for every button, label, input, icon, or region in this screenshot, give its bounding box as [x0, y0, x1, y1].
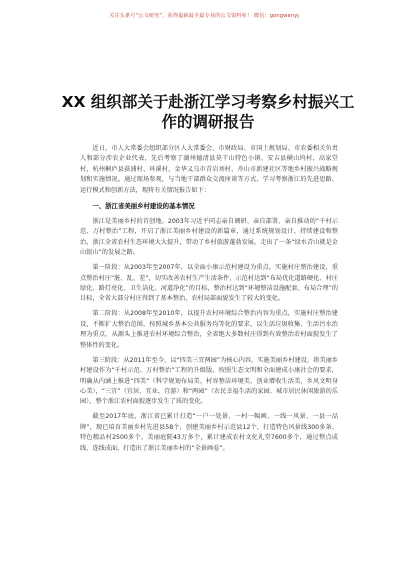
paragraph-stage-1: 第一阶段：从2003年至2007年，以全面小康示范村建设为重点，实施村庄整治建设，重点整治村庄“脏、乱、差”，切实改善农村生产生活条件，示范村达到“布局优化道路硬化、村庄绿化、路灯亮化、卫生洁化、河道净化”的目标，整治村达到“环境整洁设施配套、布局合理”的目标，全省大部分村庄得到了基本整治，农村局部面貌发生了较大的变化。	[80, 264, 338, 303]
paragraph-summary: 截至2017年底，浙江省已累计打造“一户一处景、一村一幅画、一线一风景、一县一品牌”，现已培育美丽乡村先进县58个，创建美丽乡村示范县12个，打造特色风景线300多条、特色精品村2500多个、美丽庭院43万多个，累计建成农村文化礼堂7600多个，通过整点成线、连线成面，打造出了浙江美丽乡村的“全景画卷”。	[80, 413, 338, 452]
paragraph-stage-2: 第二阶段：从2008年至2010年，以提升农村环境综合整治内容为重点，实施村庄整治建设，不断扩大整治范围，按照城乡基本公共服务均等化的要求，以生活垃圾收集、生活污水治理为重点，从源头上推进农村环境综合整治，全省绝大多数村庄得到有效整治农村面貌发生了整体性的变化。	[80, 310, 338, 349]
paragraph-stage-3: 第三阶段：从2011年至今，以“四美三宜两园”为核心内容，实施美丽乡村建设，将美丽乡村建设作为“千村示范、万村整治”工程的升级版，按照生态文明和全面建成小康社会的要求，明确从内涵上推进“四美”（科学规划布局美、村容整洁环境美、创业增收生活美、乡风文明身心美），“三宜”（宜居、宜业、宜游）和“两园”（农民幸福生活的家园、城市居民休闲旅游的乐园），整个浙江农村面貌逐步发生了质的变化。	[80, 356, 338, 406]
top-note: 关注头条号“公文研究”，获得最新最全最专业的公文资料库！ 微信：gongwenyj	[109, 13, 299, 19]
title-line-1: XX 组织部关于赴浙江学习考察乡村振兴工	[61, 93, 355, 111]
paragraph-origin: 浙江是美丽乡村的首创地。2003年习近平同志亲自调研、亲自部署、亲自推动的“千村示范、万村整治”工程，开启了浙江美丽乡村建设的新篇章，通过系统规划设计、持续建设和整治，浙江全省农村生态环境大大提升，带动了乡村旅游蓬勃发展，走出了一条“绿水青山就是金山银山”的发展之路。	[80, 218, 338, 257]
section-heading: 一、浙江省美丽乡村建设的基本情况	[92, 201, 195, 210]
document-body	[80, 144, 338, 459]
page-title	[58, 92, 358, 132]
title-line-2: 作的调研报告	[161, 113, 255, 131]
intro-paragraph: 近日，市人大常委会组织部分区人大常委会、市财政局、市国土规划局、市农委相关负责人和部分涉农企业代表，先后考察了湖州德清县莫干山特色小镇、安吉县横山坞村、高家堂村，杭州桐庐县荻浦村、环溪村，金华义乌市青岩刘村，舟山市新建社区等地乡村振兴战略规划和实施情况。通过现场参观，与当地干部群众交流座谈等方式，学习考察浙江的先进思路、运行模式和创新方法，现将有关情况报告如下：	[80, 145, 338, 194]
